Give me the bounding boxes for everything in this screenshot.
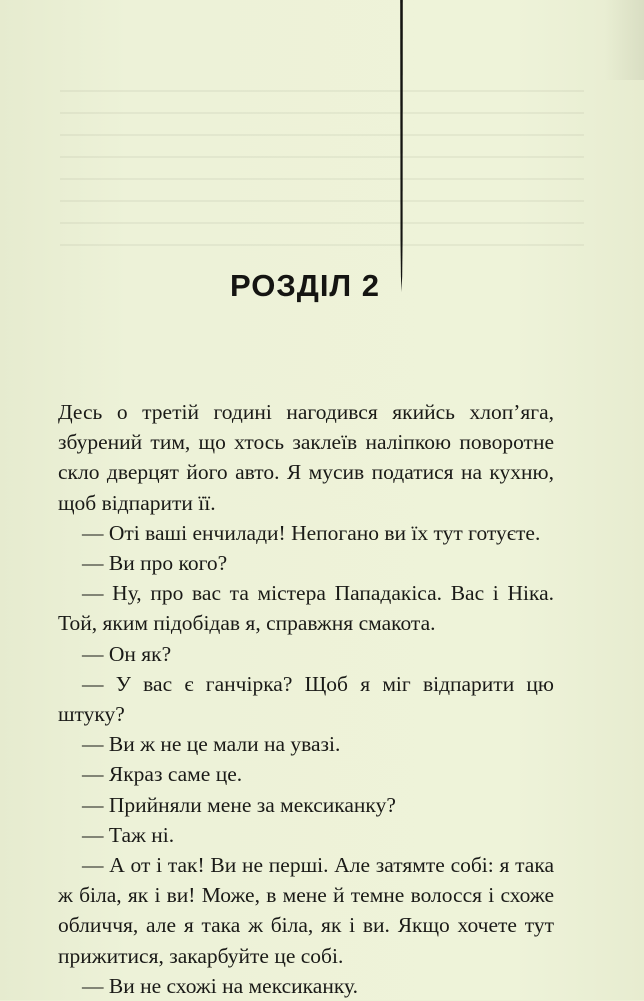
paragraph: Десь о третій годині нагодився якийсь хлоп’яга, збурений тим, що хтось заклеїв наліпкою поворотне скло дверцят його авто. Я мусив податися на кухню, щоб відпарити її.: [58, 400, 554, 515]
dialogue-line: — Ви ж не це мали на увазі.: [82, 732, 341, 757]
dialogue-line: — Таж ні.: [82, 822, 175, 847]
body-text: [58, 397, 554, 1001]
page-edge-shadow: [604, 0, 644, 80]
show-through-text: [60, 90, 584, 260]
dialogue-line: — А от і так! Ви не перші. Але затямте собі: я така ж біла, як і ви! Може, в мене й темне волосся і схоже обличчя, але я така ж біла, як і ви. Якщо хочете тут прижитися, закарбуйте це собі.: [58, 853, 554, 968]
chapter-title: РОЗДІЛ 2: [229, 268, 381, 303]
dialogue-line: — Ви про кого?: [82, 551, 228, 576]
dialogue-line: — Оті ваші енчилади! Непогано ви їх тут готуєте.: [82, 520, 541, 545]
dialogue-line: — Ну, про вас та містера Пападакіса. Вас і Ніка. Той, яким підобідав я, справжня смакота.: [58, 581, 554, 636]
dialogue-line: — Он як?: [82, 641, 172, 666]
decorative-vertical-line: [398, 0, 405, 292]
dialogue-line: — Якраз саме це.: [82, 762, 243, 787]
dialogue-line: — У вас є ганчірка? Щоб я міг відпарити цю штуку?: [58, 671, 554, 727]
dialogue-line: — Прийняли мене за мексиканку?: [82, 792, 396, 817]
dialogue-line: — Ви не схожі на мексиканку.: [82, 973, 358, 998]
